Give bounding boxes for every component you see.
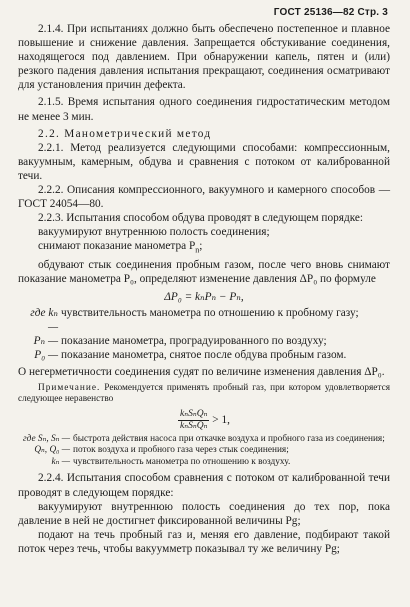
definition-symbol: где kₙ — xyxy=(30,307,58,334)
note-definition-text: поток воздуха и пробного газа через стык соединения; xyxy=(73,445,289,456)
note-definition-row xyxy=(18,434,390,446)
paragraph-leak-judgement: О негерметичности соединения судят по величине изменения давления ΔP₀. xyxy=(18,366,385,379)
definition-symbol: P₀ — xyxy=(34,349,58,362)
inequality-numerator: kₙSₙQₙ xyxy=(180,408,208,419)
definition-row xyxy=(18,348,390,362)
step-read-manometer: снимают показание манометра $P_n$; xyxy=(38,240,203,255)
definition-row xyxy=(18,334,390,348)
paragraph-2-1-5: 2.1.5. Время испытания одного соединения гидростатическим методом не менее 3 мин. xyxy=(18,96,390,123)
note-text: Рекомендуется применять пробный газ, при котором удовлетворяется следующее неравенство xyxy=(18,382,390,405)
definition-text: показание манометра, проградуированного по воздуху; xyxy=(61,335,327,348)
paragraph-2-2-3: 2.2.3. Испытания способом обдува проводят в следующем порядке: xyxy=(38,212,364,225)
note-definition-text: быстрота действия насоса при откачке воздуха и пробного газа из соединения; xyxy=(73,433,385,444)
note-definition-symbol: Qₙ, Q₀ — xyxy=(34,445,70,456)
note xyxy=(18,383,390,406)
inequality-fraction xyxy=(178,409,209,432)
paragraph-2-2-1: 2.2.1. Метод реализуется следующими способами: компрессионным, вакуумным, камерным, обдува и сравнения с потоком от калиброванной течи. xyxy=(18,141,390,182)
formula-definitions xyxy=(18,306,390,362)
step-blow: обдувают стык соединения пробным газом, после чего вновь снимают показание манометра P₀, определяют изменение давления ΔP₀ по формуле xyxy=(18,258,390,285)
note-definition-row xyxy=(18,445,390,457)
definition-text: показание манометра, снятое после обдува пробным газом. xyxy=(61,349,347,362)
note-definition-text: чувствительность манометра по отношению к воздуху. xyxy=(73,456,291,467)
note-definition-row xyxy=(18,457,390,469)
step-evacuate-fixed: вакуумируют внутреннюю полость соединения до тех пор, пока давление в ней не достигнет фиксированной величины Pg; xyxy=(18,500,390,527)
paragraph-2-2-4: 2.2.4. Испытания способом сравнения с потоком от калиброванной течи проводят в следующем порядке: xyxy=(18,472,390,499)
inequality-rhs: > 1, xyxy=(212,413,230,426)
step-read-sub: n xyxy=(195,245,200,255)
definition-text: чувствительность манометра по отношению к пробному газу; xyxy=(61,307,359,320)
step-read-text: снимают показание манометра P xyxy=(38,240,196,253)
paragraph-2-1-4: 2.1.4. При испытаниях должно быть обеспечено постепенное и плавное повышение и снижение давления. Запрещается обстукивание соединения, находящегося под давлением. При обнаружении капель, пятен и (или) резкого падения давления испытания прекращают, соединения осматривают для установления причин дефекта. xyxy=(18,23,390,92)
formula-delta-p: ΔP₀ = kₙPₙ − Pₙ, xyxy=(164,290,244,303)
definition-row xyxy=(18,306,390,334)
section-title: 2.2. Манометрический метод xyxy=(38,127,212,140)
note-definitions xyxy=(18,434,390,469)
inequality xyxy=(18,409,390,432)
note-definition-symbol: где Sₙ, Sₙ — xyxy=(23,433,70,444)
note-definition-symbol: kₙ — xyxy=(51,456,70,467)
note-label: Примечание. xyxy=(38,382,101,393)
definition-symbol: Pₙ — xyxy=(33,335,58,348)
step-feed-gas: подают на течь пробный газ и, меняя его давление, подбирают такой поток через течь, чтобы вакуумметр показывал ту же величину Pg; xyxy=(18,528,390,555)
page-header: ГОСТ 25136—82 Стр. 3 xyxy=(273,7,388,18)
step-evacuate: вакуумируют внутреннюю полость соединения; xyxy=(38,226,270,239)
document-body xyxy=(18,22,390,556)
inequality-denominator: kₙSₙQₙ xyxy=(180,420,208,431)
paragraph-2-2-2: 2.2.2. Описания компрессионного, вакуумного и камерного способов — ГОСТ 24054—80. xyxy=(18,184,390,211)
